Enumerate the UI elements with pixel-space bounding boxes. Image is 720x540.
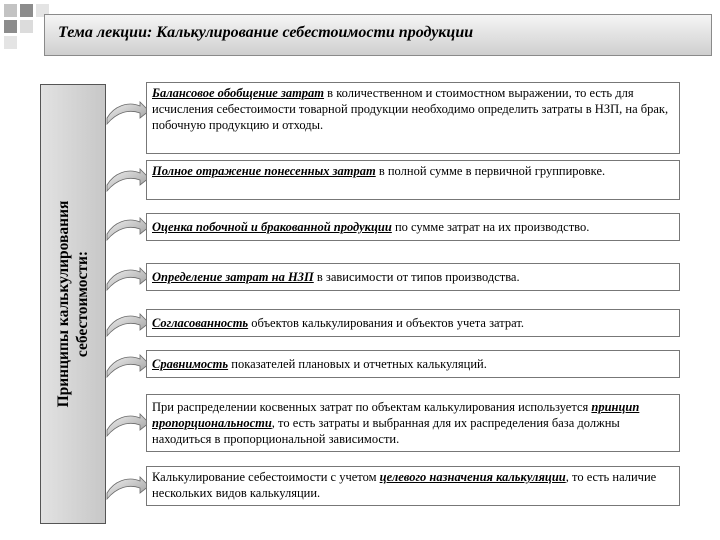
principle-key: целевого назначения калькуляции xyxy=(379,470,566,484)
connector-arrow-1 xyxy=(107,102,149,124)
principle-key: Оценка побочной и бракованной продукции xyxy=(152,220,392,234)
principle-text: , то есть наличие нескольких видов калькуляции. xyxy=(152,470,657,500)
principle-text: , то есть затраты и выбранная для их распределения база должны находиться в пропорциональной зависимости. xyxy=(152,416,620,446)
principle-box-1 xyxy=(146,82,680,154)
connector-arrow-4 xyxy=(107,268,149,290)
principle-key: Согласованность xyxy=(152,316,249,330)
principle-box-2 xyxy=(146,160,680,200)
principle-text: в полной сумме в первичной группировке. xyxy=(375,164,606,178)
principle-text: в зависимости от типов производства. xyxy=(313,270,520,284)
sidebar-heading xyxy=(54,89,92,519)
principle-text: в количественном и стоимостном выражении, то есть для исчисления себестоимости товарной продукции необходимо определить затраты в НЗП, на брак, побочную продукцию и отходы. xyxy=(152,86,669,132)
sidebar-heading-line-1: Принципы калькулирования xyxy=(55,200,72,408)
principle-text: показателей плановых и отчетных калькуляций. xyxy=(228,357,487,371)
connector-arrow-6 xyxy=(107,355,149,377)
principle-key: Определение затрат на НЗП xyxy=(152,270,314,284)
principle-box-4 xyxy=(146,263,680,291)
connector-arrow-5 xyxy=(107,314,149,336)
connector-arrow-2 xyxy=(107,169,149,191)
principle-key: Полное отражение понесенных затрат xyxy=(152,164,376,178)
principle-box-5 xyxy=(146,309,680,337)
principle-key: Сравнимость xyxy=(152,357,229,371)
connector-arrow-7 xyxy=(107,414,149,436)
sidebar-heading-line-2: себестоимости: xyxy=(74,250,91,358)
principle-box-3 xyxy=(146,213,680,241)
principle-text: Калькулирование себестоимости с учетом xyxy=(152,470,380,484)
principle-box-6 xyxy=(146,350,680,378)
page-title: Тема лекции: Калькулирование себестоимости продукции xyxy=(58,24,474,41)
principle-key: принцип пропорциональности xyxy=(152,400,640,430)
connector-arrow-8 xyxy=(107,477,149,499)
principle-text: При распределении косвенных затрат по объектам калькулирования используется xyxy=(152,400,592,414)
principle-text: по сумме затрат на их производство. xyxy=(391,220,590,234)
principle-text: объектов калькулирования и объектов учета затрат. xyxy=(248,316,524,330)
principle-box-7 xyxy=(146,394,680,452)
principle-box-8 xyxy=(146,466,680,506)
principle-key: Балансовое обобщение затрат xyxy=(152,86,325,100)
connector-arrow-3 xyxy=(107,218,149,240)
